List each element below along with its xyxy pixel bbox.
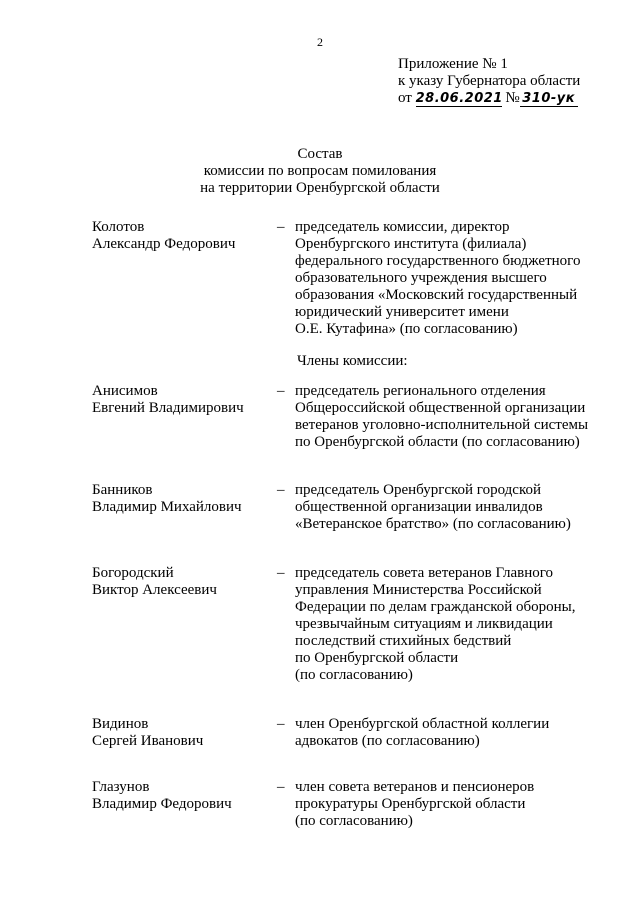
decree-date: 28.06.2021	[415, 91, 503, 106]
from-label: от	[398, 90, 412, 106]
dash-separator: –	[277, 565, 285, 581]
person-name	[92, 716, 272, 750]
role-line: последствий стихийных бедствий	[295, 633, 512, 649]
role-line: председатель комиссии, директор	[295, 219, 510, 235]
person-given-names: Владимир Федорович	[92, 796, 232, 812]
role-line: образовательного учреждения высшего	[295, 270, 547, 286]
members-heading: Члены комиссии:	[297, 353, 408, 369]
role-line: (по согласованию)	[295, 667, 413, 683]
person-role	[295, 716, 605, 750]
person-surname: Видинов	[92, 716, 149, 732]
dash-separator: –	[277, 482, 285, 498]
dash-separator: –	[277, 383, 285, 399]
appendix-title: Приложение № 1	[398, 56, 508, 72]
person-given-names: Виктор Алексеевич	[92, 582, 217, 598]
person-given-names: Владимир Михайлович	[92, 499, 242, 515]
person-given-names: Александр Федорович	[92, 236, 236, 252]
heading-line-1: Состав	[297, 146, 343, 162]
role-line: «Ветеранское братство» (по согласованию)	[295, 516, 571, 532]
role-line: председатель регионального отделения	[295, 383, 546, 399]
role-line: ветеранов уголовно-исполнительной системы	[295, 417, 589, 433]
role-line: образования «Московский государственный	[295, 287, 578, 303]
dash-separator: –	[277, 219, 285, 235]
person-surname: Банников	[92, 482, 153, 498]
role-line: Общероссийской общественной организации	[295, 400, 586, 416]
role-line: по Оренбургской области (по согласованию)	[295, 434, 580, 450]
person-role	[295, 482, 605, 533]
person-name	[92, 482, 272, 516]
heading-line-2: комиссии по вопросам помилования	[203, 163, 437, 179]
decree-number: 310-ук	[520, 91, 578, 107]
number-label: №	[505, 90, 520, 106]
person-surname: Глазунов	[92, 779, 150, 795]
appendix-date-number	[398, 90, 638, 107]
role-line: (по согласованию)	[295, 813, 413, 829]
role-line: председатель совета ветеранов Главного	[295, 565, 554, 581]
dash-separator: –	[277, 779, 285, 795]
role-line: член совета ветеранов и пенсионеров	[295, 779, 535, 795]
person-name	[92, 565, 272, 599]
person-given-names: Сергей Иванович	[92, 733, 204, 749]
appendix-decree-ref: к указу Губернатора области	[398, 73, 581, 89]
person-name	[92, 383, 272, 417]
appendix-block	[398, 56, 638, 107]
role-line: адвокатов (по согласованию)	[295, 733, 480, 749]
document-heading	[0, 146, 640, 197]
role-line: Федерации по делам гражданской обороны,	[295, 599, 576, 615]
person-role	[295, 383, 605, 451]
page-number: 2	[317, 35, 323, 49]
role-line: Оренбургского института (филиала)	[295, 236, 527, 252]
role-line: чрезвычайным ситуациям и ликвидации	[295, 616, 553, 632]
role-line: юридический университет имени	[295, 304, 509, 320]
dash-separator: –	[277, 716, 285, 732]
person-role	[295, 219, 605, 338]
role-line: член Оренбургской областной коллегии	[295, 716, 550, 732]
role-line: О.Е. Кутафина» (по согласованию)	[295, 321, 518, 337]
role-line: прокуратуры Оренбургской области	[295, 796, 526, 812]
person-name	[92, 779, 272, 813]
role-line: общественной организации инвалидов	[295, 499, 543, 515]
person-surname: Колотов	[92, 219, 145, 235]
person-role	[295, 565, 605, 684]
heading-line-3: на территории Оренбургской области	[200, 180, 440, 196]
role-line: федерального государственного бюджетного	[295, 253, 581, 269]
person-name	[92, 219, 272, 253]
role-line: по Оренбургской области	[295, 650, 459, 666]
person-surname: Анисимов	[92, 383, 158, 399]
role-line: управления Министерства Российской	[295, 582, 542, 598]
person-given-names: Евгений Владимирович	[92, 400, 244, 416]
person-role	[295, 779, 605, 830]
person-surname: Богородский	[92, 565, 174, 581]
role-line: председатель Оренбургской городской	[295, 482, 541, 498]
